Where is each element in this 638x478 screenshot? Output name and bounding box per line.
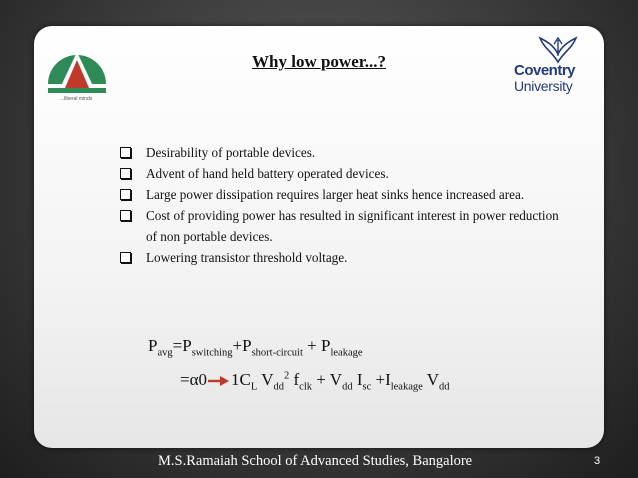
page-number: 3	[594, 455, 601, 467]
bullet-item	[118, 205, 598, 226]
checkbox-bullet-icon	[120, 210, 131, 221]
bullet-list	[118, 142, 598, 268]
power-expansion-equation: =α0 $1C_L$ $V_{dd}^2$ $f_{clk} + V_{dd}$ $I_{sc} +I_{leakage}$ $V_{dd}$	[180, 370, 450, 393]
bullet-item	[118, 247, 598, 268]
bullet-item	[118, 163, 598, 184]
msrsas-logo	[44, 40, 110, 104]
bullet-text: Large power dissipation requires larger heat sinks hence increased area.	[146, 187, 525, 202]
checkbox-bullet-icon	[120, 189, 131, 200]
bullet-continuation: of non portable devices.	[146, 229, 273, 244]
coventry-wordmark: Coventry	[514, 62, 576, 79]
bullet-text: Lowering transistor threshold voltage.	[146, 250, 348, 265]
bullet-text: Cost of providing power has resulted in significant interest in power reduction	[146, 208, 559, 223]
right-arrow-icon	[208, 375, 230, 387]
slide-title: Why low power...?	[252, 52, 386, 71]
bullet-text: Desirability of portable devices.	[146, 145, 316, 160]
bullet-text: Advent of hand held battery operated devices.	[146, 166, 389, 181]
checkbox-bullet-icon	[120, 168, 131, 179]
checkbox-bullet-icon	[120, 252, 131, 263]
bullet-item	[118, 142, 598, 163]
power-equation: $P_{avg}=P_{switching}+P_{short-circuit} + P_{leakage}$	[148, 336, 363, 359]
checkbox-bullet-icon	[120, 147, 131, 158]
university-wordmark: University	[514, 78, 573, 94]
slide-footer: M.S.Ramaiah School of Advanced Studies, Bangalore	[158, 453, 473, 469]
bullet-item	[118, 184, 598, 205]
logo-tagline: ...liberal minds	[60, 96, 93, 102]
